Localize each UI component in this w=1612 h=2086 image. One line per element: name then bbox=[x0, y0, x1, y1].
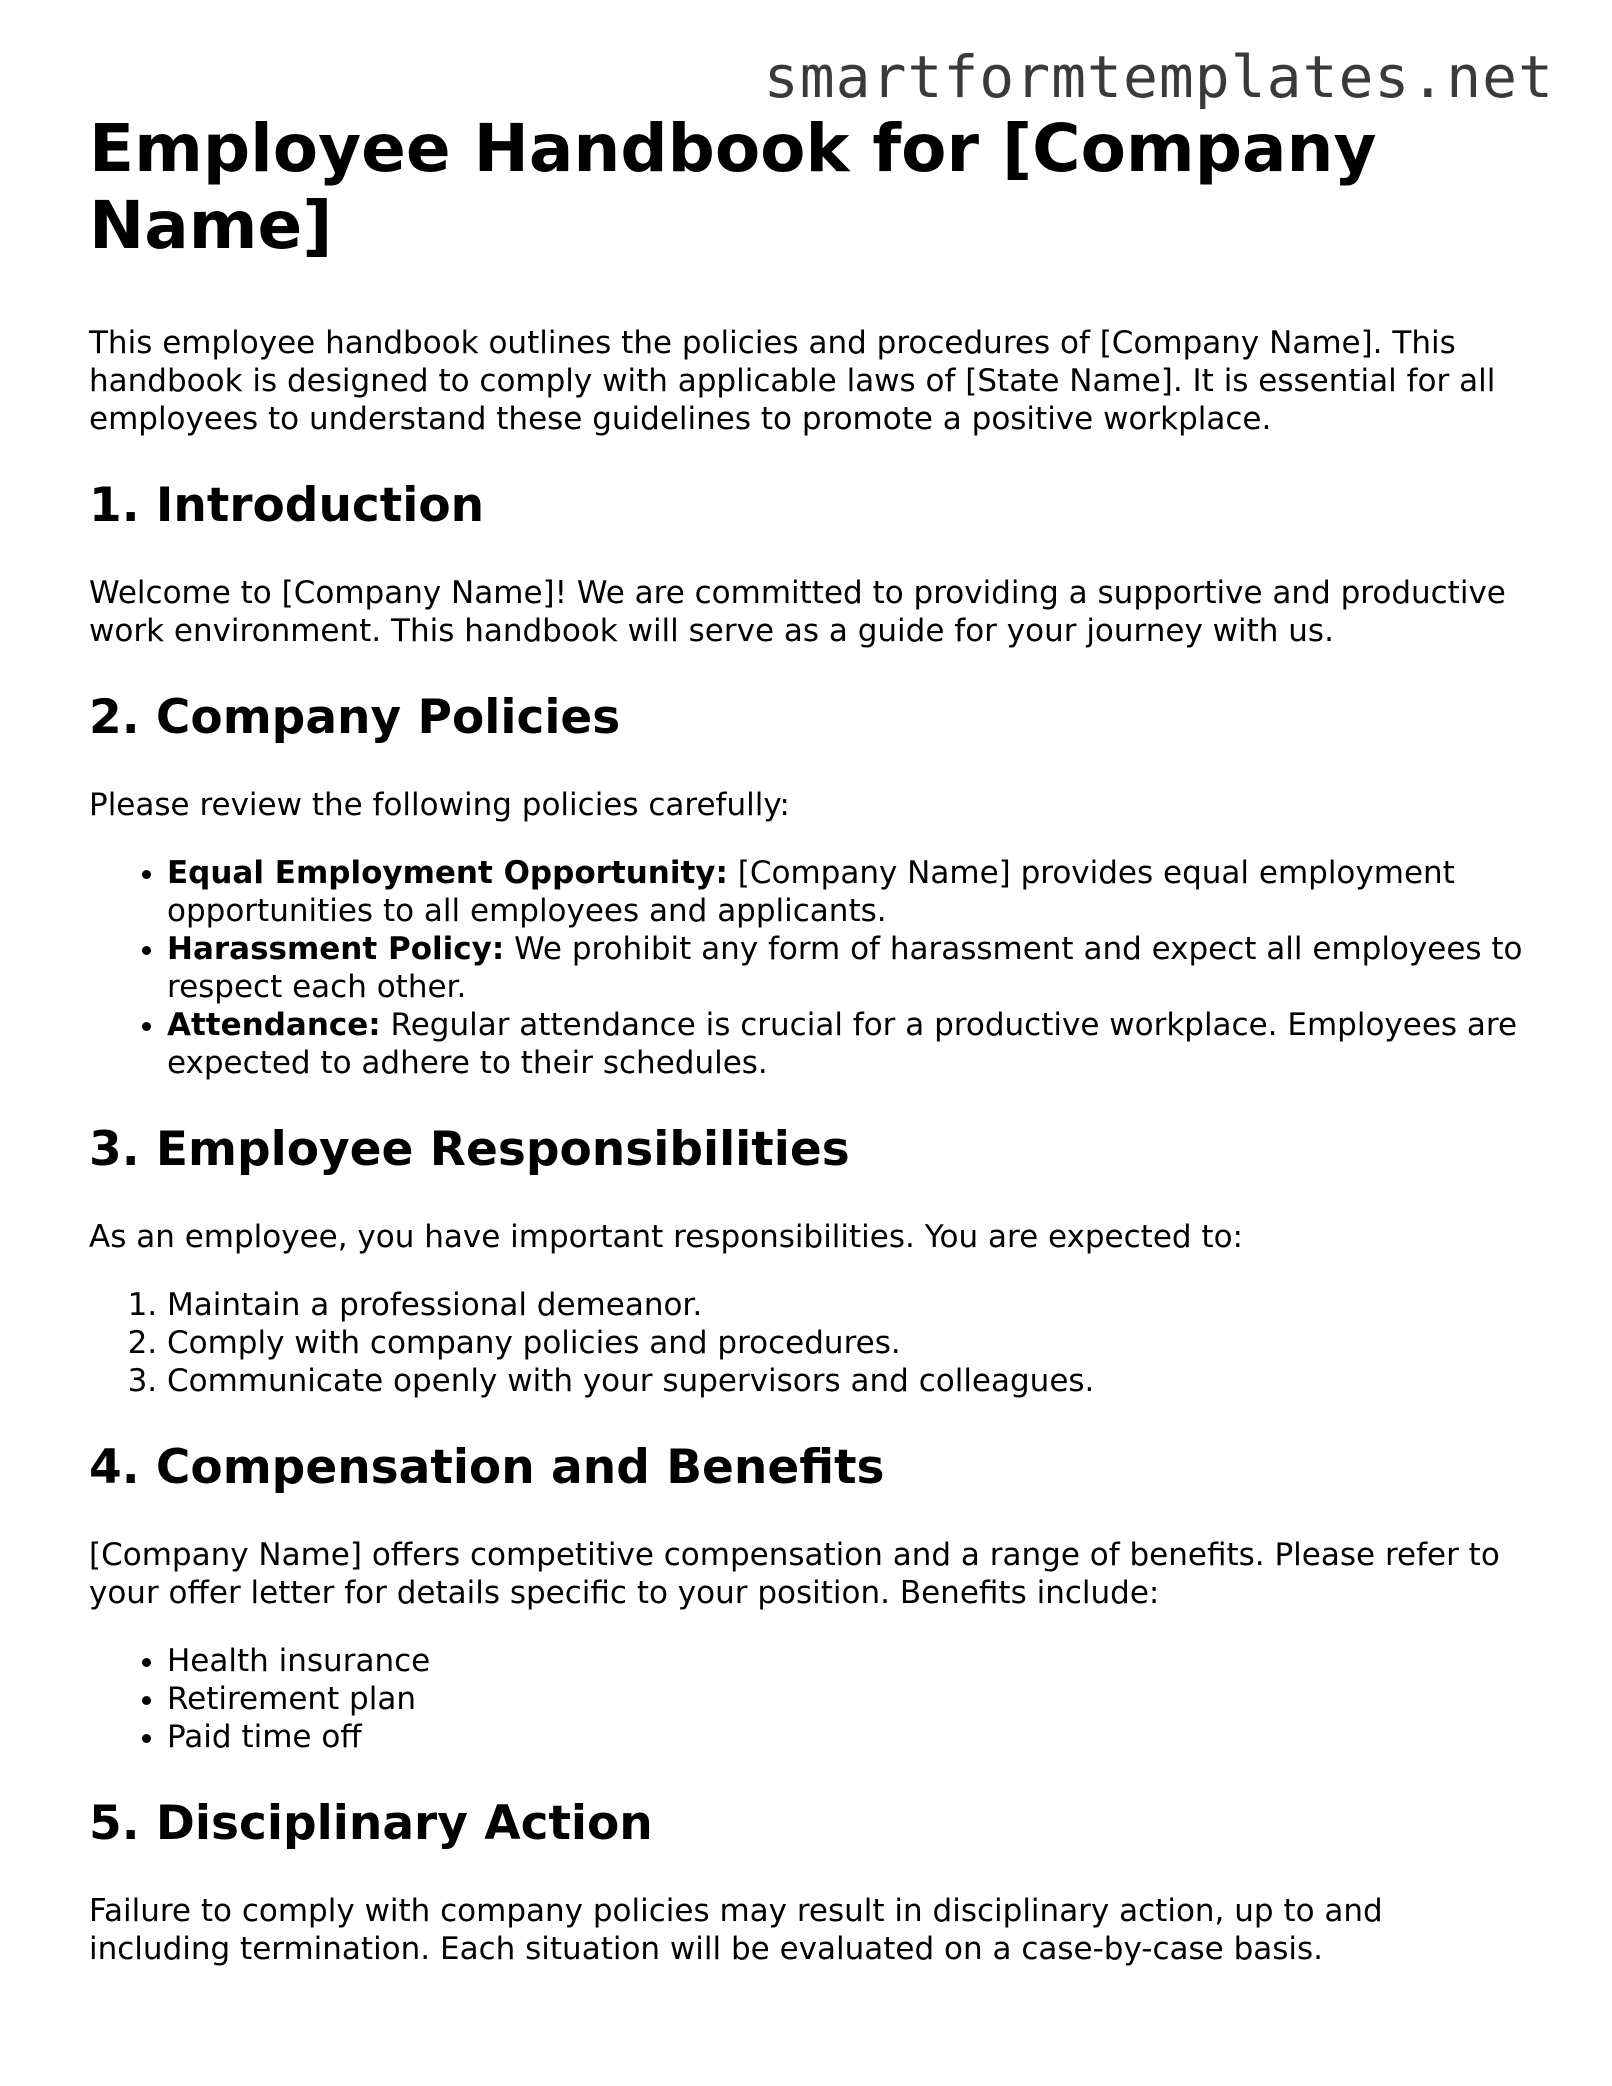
section-heading-introduction: 1. Introduction bbox=[89, 478, 485, 533]
section-heading-policies: 2. Company Policies bbox=[89, 690, 621, 745]
policy-term: Attendance: bbox=[167, 1007, 381, 1043]
section-heading-disciplinary: 5. Disciplinary Action bbox=[89, 1796, 653, 1851]
policy-item bbox=[167, 1006, 1529, 1082]
section-body-introduction: Welcome to [Company Name]! We are committed to providing a supportive and productive work environment. This handbook will serve as a guide for your journey with us. bbox=[89, 575, 1506, 649]
policy-item bbox=[167, 930, 1529, 1006]
policy-term: Harassment Policy: bbox=[167, 931, 505, 967]
section-heading-responsibilities: 3. Employee Responsibilities bbox=[89, 1122, 850, 1177]
policy-text: We prohibit any form of harassment and expect all employees to respect each other. bbox=[167, 931, 1523, 1005]
benefit-item: • Paid time off bbox=[167, 1718, 1529, 1756]
section-body-disciplinary: Failure to comply with company policies may result in disciplinary action, up to and including termination. Each situation will be evaluated on a case-by-case basis. bbox=[89, 1893, 1383, 1967]
watermark: smartformtemplates.net bbox=[763, 43, 1554, 111]
policy-text: Regular attendance is crucial for a productive workplace. Employees are expected to adhere to their schedules. bbox=[167, 1007, 1518, 1081]
responsibility-item: 3. Communicate openly with your supervisors and colleagues. bbox=[167, 1362, 1529, 1400]
policy-item bbox=[167, 854, 1529, 930]
benefit-item: • Retirement plan bbox=[167, 1680, 1529, 1718]
document-title: Employee Handbook for [Company Name] bbox=[89, 110, 1377, 264]
policy-term: Equal Employment Opportunity: bbox=[167, 855, 728, 891]
policy-text: [Company Name] provides equal employment opportunities to all employees and applicants. bbox=[167, 855, 1455, 929]
section-body-compensation: [Company Name] offers competitive compensation and a range of benefits. Please refer to your offer letter for details specific to your position. Benefits include: bbox=[89, 1537, 1500, 1611]
benefit-item: • Health insurance bbox=[167, 1642, 1529, 1680]
section-body-responsibilities: As an employee, you have important responsibilities. You are expected to: bbox=[89, 1219, 1243, 1255]
document-page bbox=[89, 110, 1529, 2008]
section-body-policies: Please review the following policies carefully: bbox=[89, 787, 790, 823]
responsibilities-list bbox=[89, 1286, 1529, 1400]
benefits-list bbox=[89, 1642, 1529, 1756]
responsibility-item: 2. Comply with company policies and procedures. bbox=[167, 1324, 1529, 1362]
policies-list bbox=[89, 854, 1529, 1082]
section-heading-compensation: 4. Compensation and Benefits bbox=[89, 1440, 885, 1495]
responsibility-item: 1. Maintain a professional demeanor. bbox=[167, 1286, 1529, 1324]
intro-paragraph: This employee handbook outlines the policies and procedures of [Company Name]. This handbook is designed to comply with applicable laws of [State Name]. It is essential for all employees to understand these guidelines to promote a positive workplace. bbox=[89, 325, 1496, 437]
